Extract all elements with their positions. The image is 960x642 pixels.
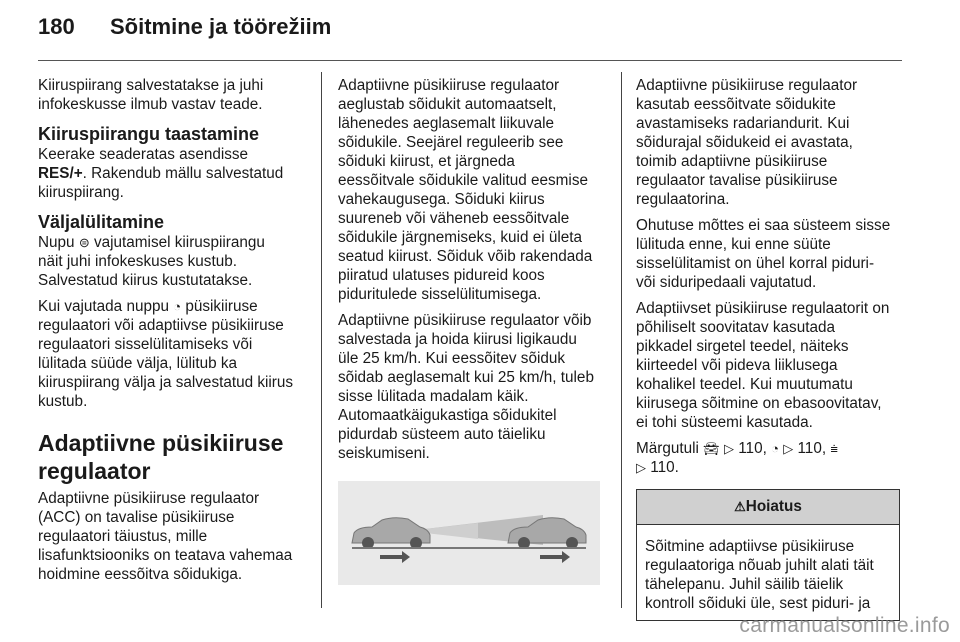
paragraph-acc-braking: Adaptiivne püsikiiruse regulaator aeglustab sõidukit automaatselt, lähenedes aeglasemalt liikuvale sõidukile. Seejärel reguleerib see sõiduki kiirust, et järgneda eessõitvale sõidukile valitud eesmise vahekaugusega. Sõiduki kiirus suureneb või väheneb eessõitvale sõidukile järgnemiseks, kuid ei ületa seatud kiirust. Sõiduk võib rakendada piiratud ulatuses pidureid koos piduritulede sisselülitumisega. bbox=[338, 77, 593, 303]
res-plus-label: RES/+ bbox=[38, 165, 83, 182]
page-reference-arrow-icon[interactable]: ▷ bbox=[723, 441, 734, 456]
paragraph-usage: Adaptiivset püsikiiruse regulaatorit on põhiliselt soovitatav kasutada pikkadel sirgetel teedel, näiteks kiirteedel või pideva liiklusega kohalikel teedel. Kui muutumatu kiirusega sõitmine on ebasoovitatav, ei tohi süsteemi kasutada. bbox=[636, 300, 890, 431]
heading-acc: Adaptiivne püsikiiruse regulaator bbox=[38, 430, 284, 484]
paragraph-safety: Ohutuse mõttes ei saa süsteem sisse lülituda enne, kui enne süüte sisselülitamist on ühel korral piduri- või siduripedaali vajutatud. bbox=[636, 217, 891, 291]
radar-cars-image bbox=[338, 481, 600, 585]
header-divider bbox=[38, 60, 902, 61]
adaptive-cruise-icon: ⩧ bbox=[830, 441, 838, 456]
cruise-control-icon: ◔ bbox=[173, 299, 182, 314]
page-number: 180 bbox=[38, 14, 75, 39]
cruise-control-icon: ◔ bbox=[771, 441, 779, 456]
column-divider-1 bbox=[321, 72, 322, 608]
page-title: Sõitmine ja töörežiim bbox=[110, 14, 332, 39]
column-3 bbox=[636, 76, 904, 621]
warning-body: Sõitmine adaptiivse püsikiiruse regulaatoriga nõuab juhilt alati täit tähelepanu. Juhil säilib täielik kontroll sõiduki üle, sest piduri- ja bbox=[645, 538, 874, 612]
rear-car-image bbox=[352, 518, 430, 549]
paragraph-deactivate: Nupu ⊜ vajutamisel kiiruspiirangu näit juhi infokeskuses kustub. Salvestatud kiirus kustutatakse. bbox=[38, 234, 265, 289]
paragraph-indicator: Märgutuli 🚘︎ ▷ 110, ◔ ▷ 110, ⩧ ▷ 110. bbox=[636, 440, 838, 476]
paragraph-saved-limit: Kiiruspiirang salvestatakse ja juhi infokeskusse ilmub vastav teade. bbox=[38, 77, 264, 113]
speed-limiter-icon: ⊜ bbox=[78, 235, 90, 250]
warning-title: Hoiatus bbox=[745, 498, 802, 515]
heading-deactivate: Väljalülitamine bbox=[38, 212, 165, 232]
heading-restore: Kiiruspiirangu taastamine bbox=[38, 124, 260, 144]
warning-triangle-icon: ⚠ bbox=[734, 499, 746, 514]
watermark: carmanualsonline.info bbox=[739, 614, 950, 637]
page-header bbox=[38, 14, 331, 54]
warning-header bbox=[637, 490, 899, 525]
paragraph-acc-intro: Adaptiivne püsikiiruse regulaator (ACC) on tavalise püsikiiruse regulaatori täiustus, mille lisafunktsiooniks on teatava vahemaa hoidmine eessõitva sõidukiga. bbox=[38, 490, 293, 583]
paragraph-acc-speeds: Adaptiivne püsikiiruse regulaator võib salvestada ja hoida kiirusi ligikaudu üle 25 km/h. Kui eessõitev sõiduk sõidab aeglasemalt kui 25 km/h, tuleb sisse lülitada madalam käik. Automaatkäigukastiga sõidukitel pidurdab süsteem auto täieliku seiskumiseni. bbox=[338, 312, 594, 462]
motion-arrow-front bbox=[540, 555, 562, 559]
page-reference-arrow-icon[interactable]: ▷ bbox=[783, 441, 794, 456]
paragraph-radar: Adaptiivne püsikiiruse regulaator kasutab eessõitvate sõidukite avastamiseks radariandurit. Kui sõidurajal sõidukeid ei avastata, toimib adaptiivne püsikiiruse regulaator tavalise püsikiiruse regulaatorina. bbox=[636, 77, 858, 208]
acc-radar-illustration bbox=[338, 481, 600, 585]
column-divider-2 bbox=[621, 72, 622, 608]
motion-arrow-rear bbox=[380, 555, 402, 559]
vehicle-ahead-icon: 🚘︎ bbox=[703, 441, 720, 456]
road-line bbox=[352, 547, 586, 549]
column-2 bbox=[338, 76, 606, 585]
column-1 bbox=[38, 76, 306, 591]
page-reference-arrow-icon[interactable]: ▷ bbox=[636, 460, 646, 475]
warning-box bbox=[636, 489, 900, 621]
paragraph-restore: Keerake seaderatas asendisse RES/+. Rakendub mällu salvestatud kiiruspiirang. bbox=[38, 146, 284, 201]
paragraph-cruise-switch: Kui vajutada nuppu ◔ püsikiiruse regulaatori või adaptiivse püsikiiruse regulaatori sisselülitamiseks või lülitada süüde välja, lülitub ka kiiruspiirang välja ja salvestatud kiirus kustub. bbox=[38, 298, 294, 410]
